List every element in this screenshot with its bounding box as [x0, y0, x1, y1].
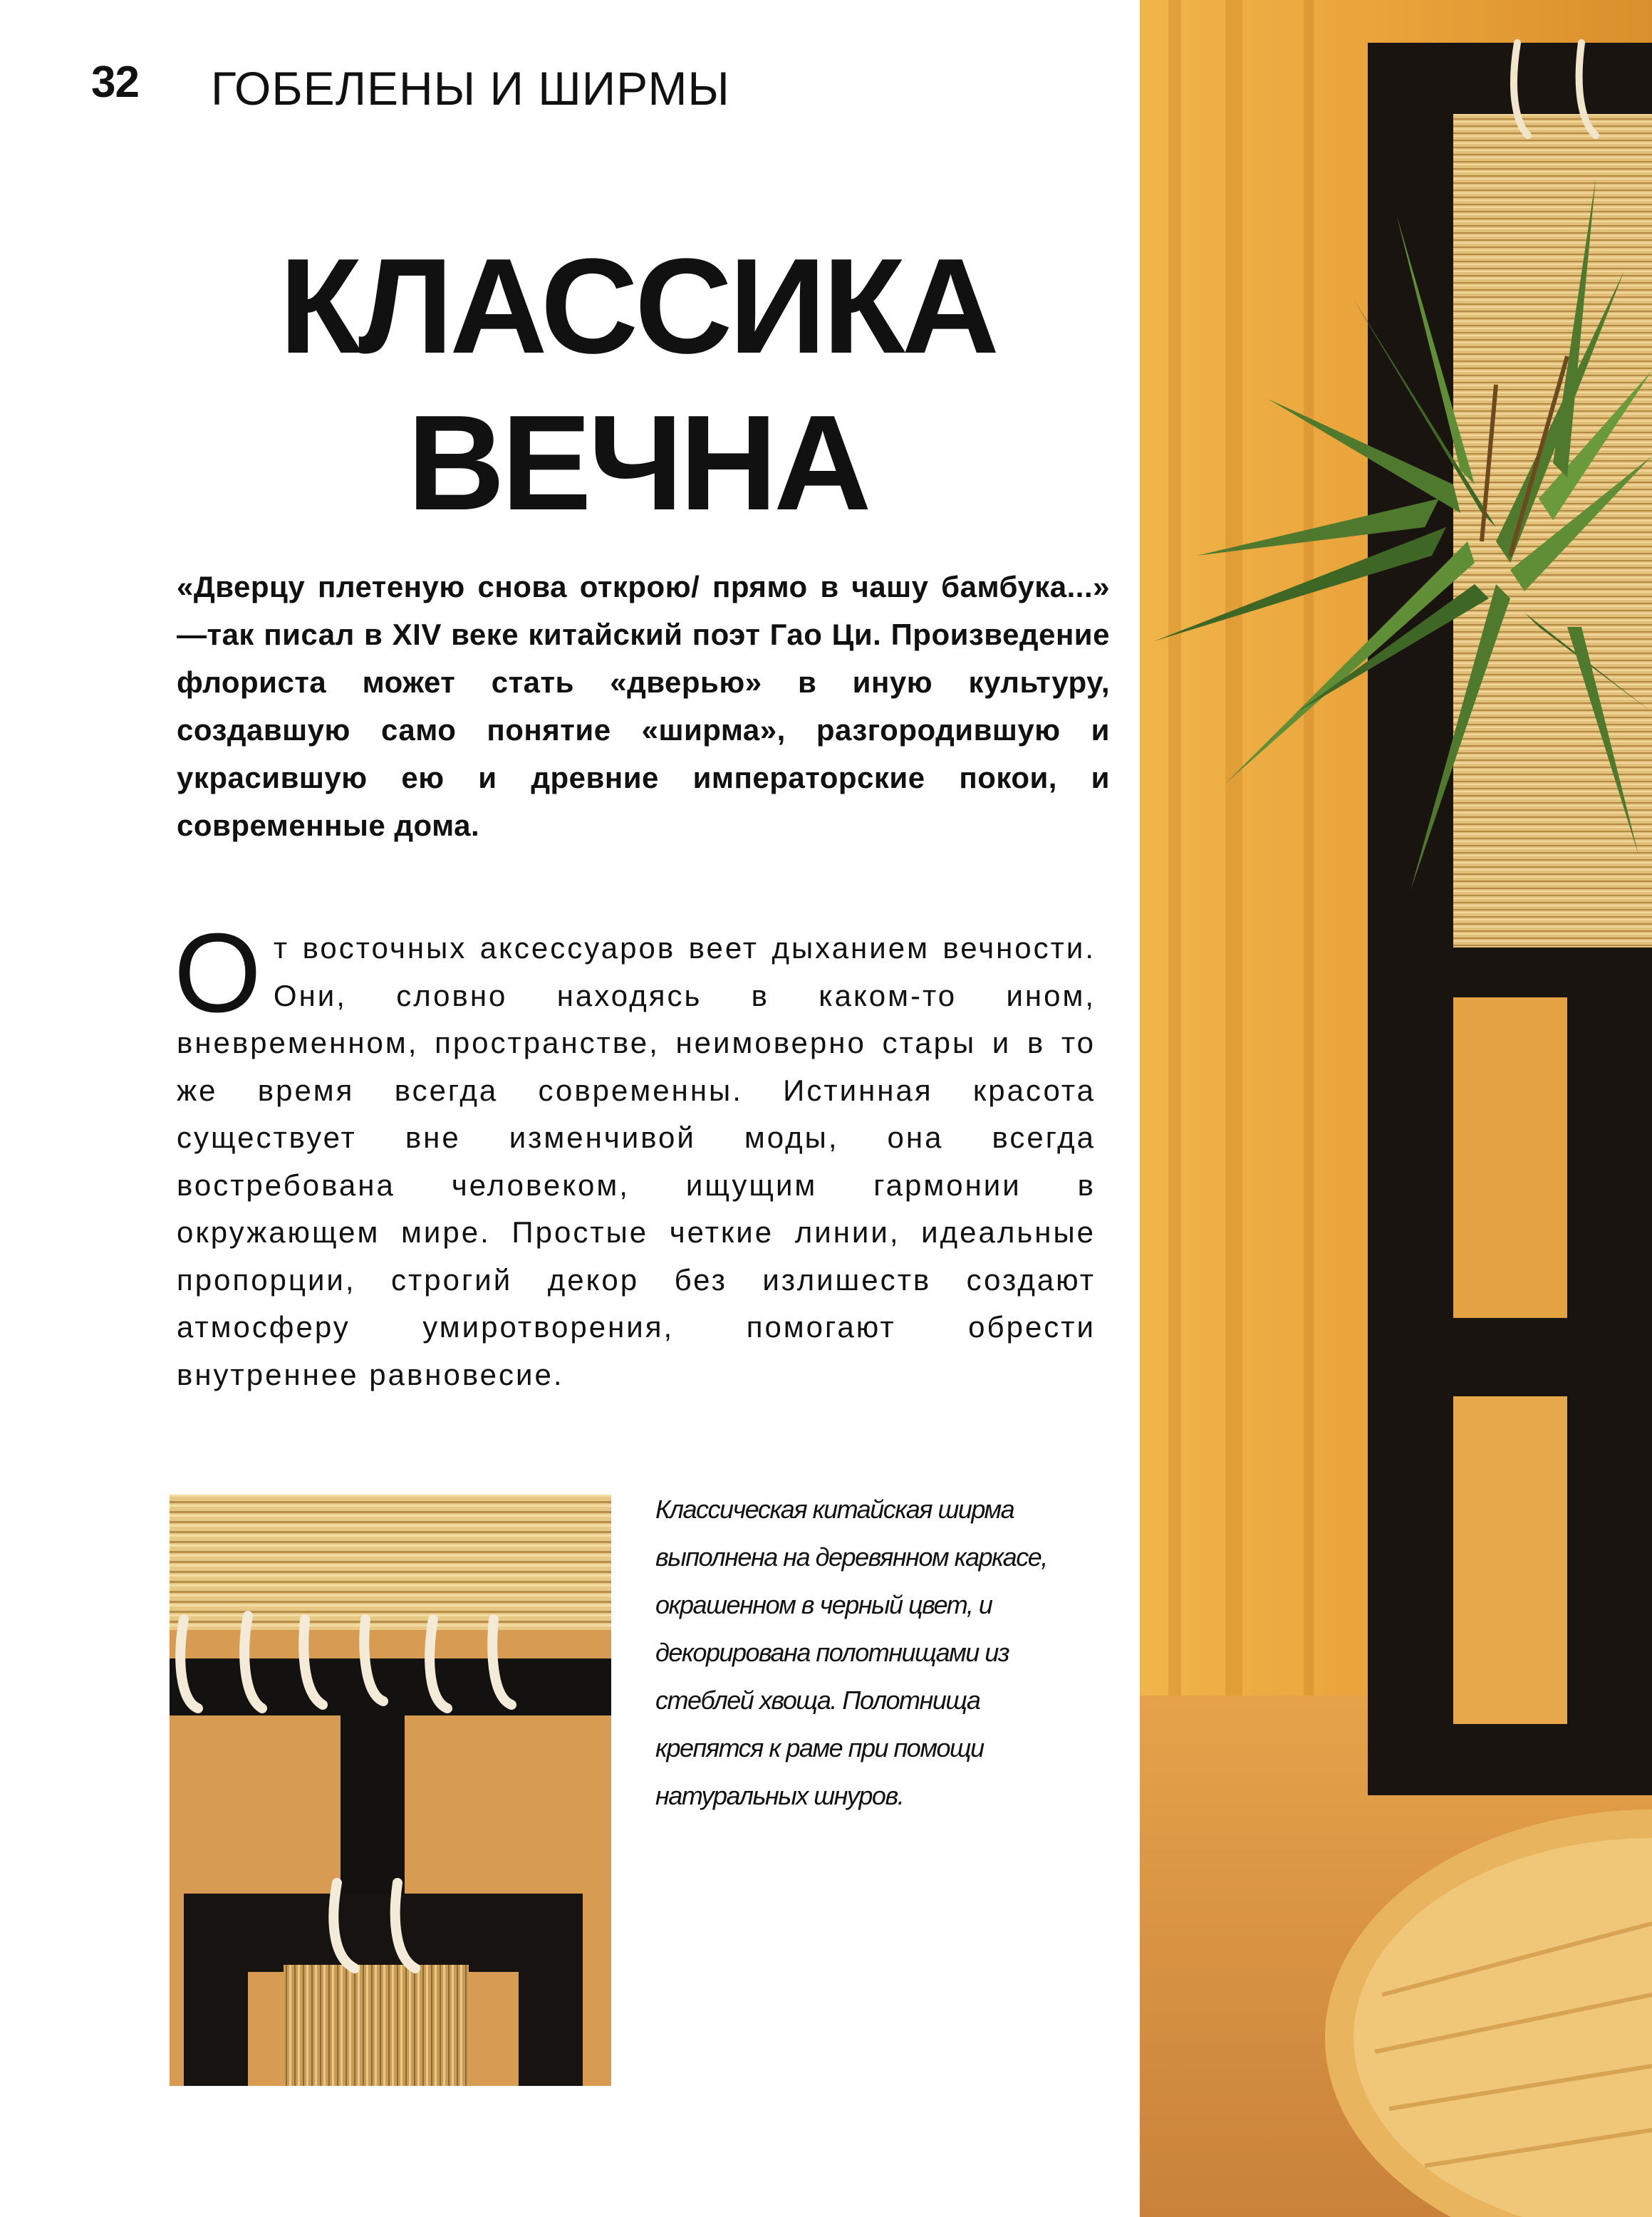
headline-line-2: ВЕЧНА	[407, 388, 868, 539]
photo-caption: Классическая китайская ширма выполнена на деревянном каркасе, окрашенном в черный цвет, и декорирована полотнищами из стеблей хвоща. Полотнища крепятся к раме при помощи натуральных шнуров.	[655, 1495, 1047, 1810]
page-number: 32	[91, 58, 139, 107]
section-title: ГОБЕЛЕНЫ И ШИРМЫ	[211, 62, 730, 115]
body-text: т восточных аксессуаров веет дыханием вечности. Они, словно находясь в каком-то ином, вневременном, пространстве, неимоверно стары и в то же время всегда современны. Истинная красота существует вне изменчивой моды, она всегда востребована человеком, ищущим гармонии в окружающем мире. Простые четкие линии, идеальные пропорции, строгий декор без излишеств создают атмосферу умиротворения, помогают обрести внутреннее равновесие.	[177, 931, 1096, 1391]
headline-line-1: КЛАССИКА	[279, 231, 996, 382]
lead-paragraph: «Дверцу плетеную снова открою/ прямо в чашу бамбука...» —так писал в XIV веке китайский поэт Гао Ци. Произведение флориста может стать «дверью» в иную культуру, создавшую само понятие «ширма», разгородившую и украсившую ею и древние императорские покои, и современные дома.	[177, 570, 1110, 842]
article-headline	[185, 228, 1090, 541]
body-paragraph	[174, 910, 1096, 1398]
hero-photo	[1140, 0, 1652, 2217]
screen-detail-photo	[170, 1495, 611, 2086]
drop-cap: О	[174, 910, 264, 1036]
